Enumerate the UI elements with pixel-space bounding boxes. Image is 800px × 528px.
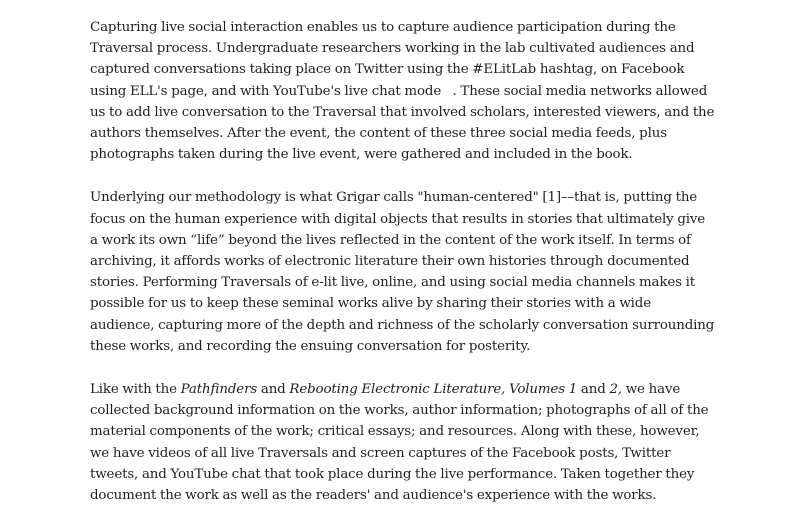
paragraph-methodology: [90, 187, 715, 357]
paragraph-social-interaction: [90, 17, 719, 165]
paragraph-text: we have collected background information on the works, author information; photographs of all of the material components of the work; critical essays; and resources. Along with these, however, we have videos of all live Traversals and screen captures of the Facebook posts, Twitter tweets, and YouTube chat that took place during the live performance. Taken together they document the work as well as the readers' and audience's experience with the works.: [90, 382, 709, 504]
paragraph-lead: Like with the: [90, 382, 181, 398]
book-title-pathfinders: Pathfinders: [180, 382, 258, 398]
book-title-rebooting: Rebooting Electronic Literature, Volumes 1: [289, 382, 578, 398]
paragraph-text: Capturing live social interaction enables us to capture audience participation during the Traversal process. Undergraduate researchers working in the lab cultivated audiences and captured conversations taking place on Twitter using the #ELitLab hashtag, on Facebook using ELL's page, and with YouTube's live chat mode: [90, 20, 695, 99]
book-volume-2: 2,: [609, 382, 622, 398]
document-body: [90, 17, 719, 528]
conjunction: and: [257, 382, 290, 398]
paragraph-text: Underlying our methodology is what Grigar calls "human-centered" [1]––that is, putting the focus on the human experience with digital objects that results in stories that ultimately give a work its own “life” beyond the lives reflected in the content of the work itself. In terms of archiving, it affords works of electronic literature their own histories through documented stories. Performing Traversals of e-lit live, online, and using social media channels makes it possible for us to keep these seminal works alive by sharing their stories with a wide audience, capturing more of the depth and richness of the scholarly conversation surrounding these works, and recording the ensuing conversation for posterity.: [90, 190, 715, 354]
paragraph-collections: [90, 379, 715, 506]
conjunction: and: [577, 382, 610, 398]
paragraph-text-continued: . These social media networks allowed us to add live conversation to the Traversal that involved scholars, interested viewers, and the authors themselves. After the event, the content of these three social media feeds, plus photographs taken during the live event, were gathered and included in the book.: [90, 83, 719, 163]
